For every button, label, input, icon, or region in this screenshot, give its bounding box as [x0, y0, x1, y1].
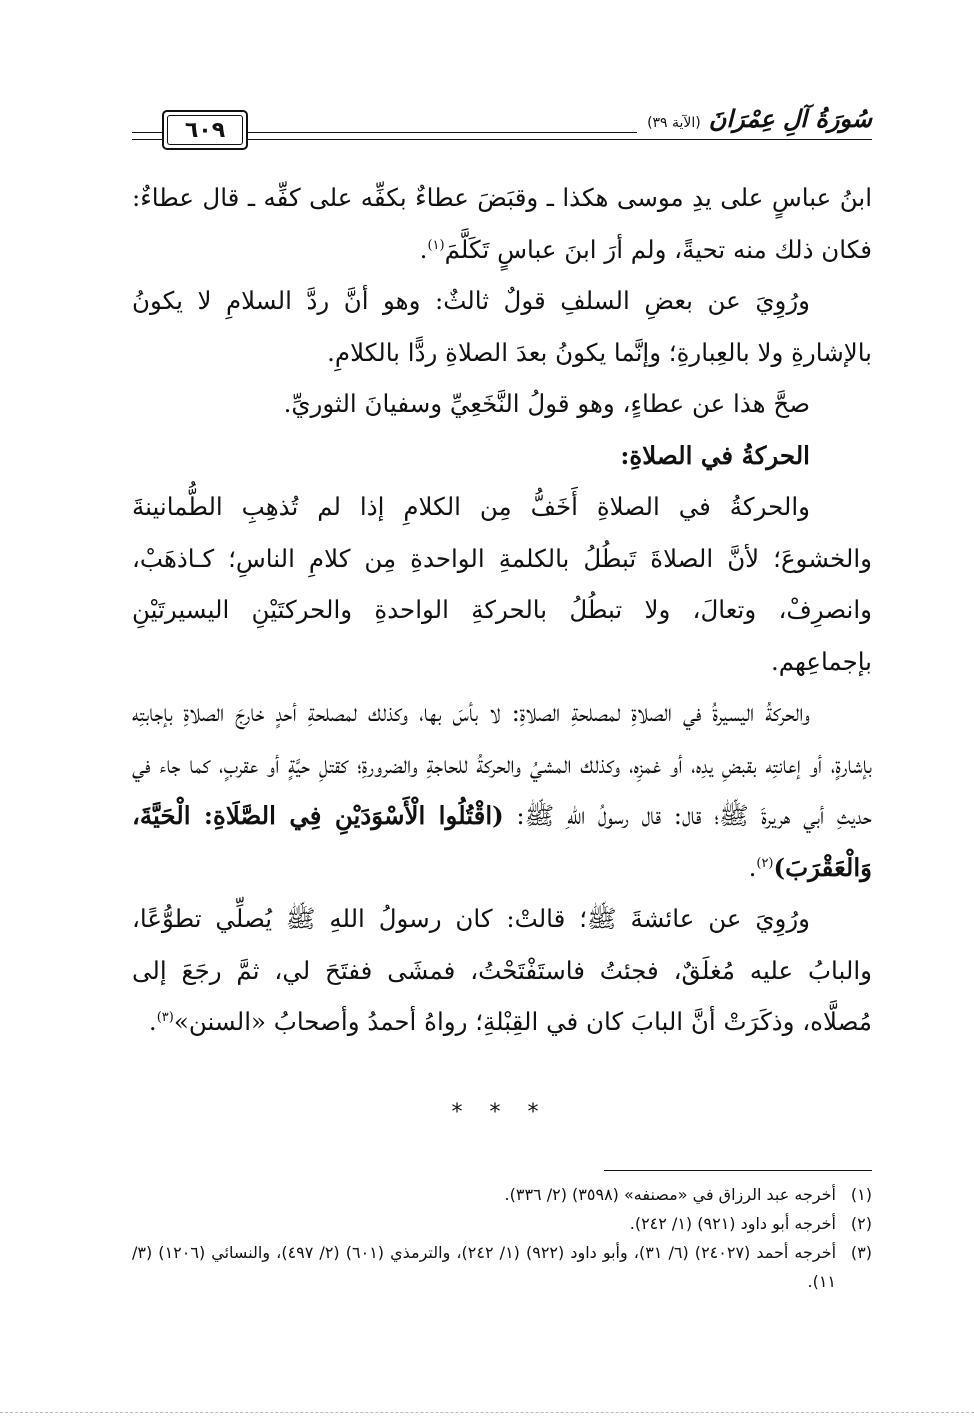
page-header — [132, 104, 872, 154]
footnote-ref: (١) — [427, 237, 445, 253]
surah-name: سُورَةُ آلِ عِمْرَانَ — [708, 104, 872, 133]
footnote-text: أخرجه عبد الرزاق في «مصنفه» (٣٥٩٨) (٢/ ٣٣٦). — [504, 1185, 836, 1204]
page-number-frame — [162, 110, 248, 150]
hadith-quote: (اقْتُلُوا الْأَسْوَدَيْنِ فِي الصَّلَاةِ: الْحَيَّةَ، وَالْعَقْرَبَ) — [132, 801, 872, 882]
footnote-number: (٢) — [850, 1214, 872, 1233]
section-separator: * * * — [451, 1100, 549, 1125]
ayah-reference: (الآية ٣٩) — [647, 115, 701, 131]
scan-edge — [0, 1412, 974, 1413]
footnote-ref: (٢) — [756, 855, 774, 871]
footnotes — [132, 1180, 872, 1296]
footnote-ref: (٣) — [156, 1009, 174, 1025]
footnote-number: (١) — [850, 1185, 872, 1204]
footnote — [132, 1209, 872, 1238]
footnote-number: (٣) — [850, 1243, 872, 1262]
footnote-divider — [604, 1170, 872, 1171]
footnote-text: أخرجه أحمد (٢٤٠٢٧) (٦/ ٣١)، وأبو داود (٩٢٢) (١/ ٢٤٢)، والترمذي (٦٠١) (٢/ ٤٩٧)، والنسائي (١٢٠٦) (٣/ ١١). — [132, 1243, 837, 1291]
paragraph: صحَّ هذا عن عطاءٍ، وهو قولُ النَّخَعِيِّ وسفيانَ الثوريِّ. — [283, 389, 810, 418]
footnote — [132, 1238, 872, 1296]
paragraph: ورُوِيَ عن بعضِ السلفِ قولٌ ثالثٌ: وهو أنَّ ردَّ السلامِ لا يكونُ بالإشارةِ ولا بالعِبارةِ؛ وإنَّما يكونُ بعدَ الصلاةِ ردًّا بالكلامِ. — [132, 286, 872, 367]
footnote — [132, 1180, 872, 1209]
paragraph: والحركةُ اليسيرةُ في الصلاةِ لمصلحةِ الصلاةِ: لا بأسَ بها، وكذلك لمصلحةِ أحدٍ خارجَ الصلاةِ بإجابتِه بإشارةٍ، أو إعانتِه بقبضِ يدِه، أو غمزِه، وكذلك المشيُ والحركةُ للحاجةِ والضرورةِ؛ كقتلِ حيَّةٍ أو عقربٍ، كما جاء في حديثِ أبي هريرةَ ﷺ؛ قال: قال رسولُ اللهِ ﷺ: (اقْتُلُوا الْأَسْوَدَيْنِ فِي الصَّلَاةِ: الْحَيَّةَ، وَالْعَقْرَبَ)$^{(٢)}$. — [132, 698, 872, 882]
paragraph: والحركةُ في الصلاةِ أَخَفُّ مِن الكلامِ إذا لم تُذهِبِ الطُّمانينةَ والخشوعَ؛ لأنَّ الصلاةَ تَبطُلُ بالكلمةِ الواحدةِ مِن كلامِ الناسِ؛ كـاذهَبْ، وانصرِفْ، وتعالَ، ولا تبطُلُ بالحركةِ الواحدةِ والحركتَيْنِ اليسيرتَيْنِ بإجماعِهم. — [132, 492, 872, 676]
main-text — [132, 172, 872, 1048]
running-title — [637, 104, 872, 133]
section-heading: الحركةُ في الصلاةِ: — [620, 440, 810, 470]
page-number: ٦٠٩ — [184, 117, 226, 143]
paragraph: ورُوِيَ عن عائشةَ ﷺ؛ قالتْ: كان رسولُ اللهِ ﷺ يُصلِّي تطوُّعًا، والبابُ عليه مُغلَقٌ، فجئتُ فاستَفْتَحْتُ، فمشَى ففتَحَ لي، ثمَّ رجَعَ إلى مُصلَّاه، وذكَرَتْ أنَّ البابَ كان في القِبْلةِ؛ رواهُ أحمدُ وأصحابُ «السنن»$^{(٣)}$. — [132, 904, 872, 1036]
paragraph: ابنُ عباسٍ على يدِ موسى هكذا ـ وقبَضَ عطاءٌ بكفِّه على كفِّه ـ قال عطاءٌ: فكان ذلك منه تحيةً، ولم أرَ ابنَ عباسٍ تَكَلَّمَ$^{(١)}$. — [132, 183, 872, 264]
footnote-text: أخرجه أبو داود (٩٢١) (١/ ٢٤٢). — [629, 1214, 836, 1233]
